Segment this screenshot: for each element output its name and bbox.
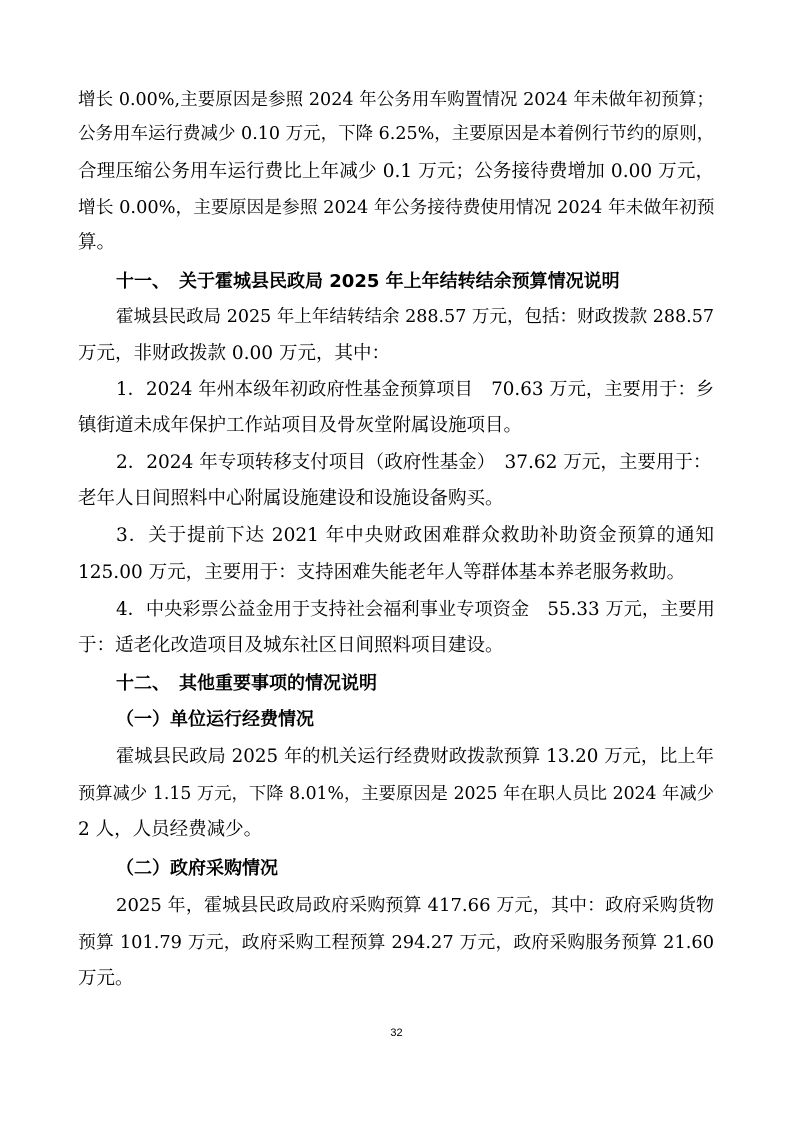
text-line: 万元。 xyxy=(78,968,134,989)
text-line: 125.00 万元，主要用于：支持困难失能老年人等群体基本养老服务救助。 xyxy=(78,562,686,583)
page-number: 32 xyxy=(390,1027,403,1039)
text-line: 霍城县民政局 2025 年的机关运行经费财政拨款预算 13.20 万元，比上年 xyxy=(116,746,714,767)
text-line: 霍城县民政局 2025 年上年结转结余 288.57 万元，包括：财政拨款 288.57 xyxy=(116,307,714,327)
text-line: 增长 0.00%，主要原因是参照 2024 年公务接待费使用情况 2024 年未做年初预 xyxy=(78,198,715,218)
text-line: 镇街道未成年保护工作站项目及骨灰堂附属设施项目。 xyxy=(78,415,523,436)
text-line: 于：适老化改造项目及城东社区日间照料项目建设。 xyxy=(78,635,504,656)
text-line: 合理压缩公务用车运行费比上年减少 0.1 万元；公务接待费增加 0.00 万元， xyxy=(78,161,714,182)
text-line: 2025 年，霍城县民政局政府采购预算 417.66 万元，其中：政府采购货物 xyxy=(116,895,714,916)
text-line: 预算 101.79 万元，政府采购工程预算 294.27 万元，政府采购服务预算 21.60 xyxy=(78,933,714,953)
text-line: 万元，非财政拨款 0.00 万元，其中： xyxy=(78,343,390,364)
list-item: 2．2024 年专项转移支付项目（政府性基金） 37.62 万元，主要用于： xyxy=(116,452,712,473)
list-item: 4．中央彩票公益金用于支持社会福利事业专项资金 55.33 万元，主要用 xyxy=(116,599,715,620)
text-line: 老年人日间照料中心附属设施建设和设施设备购买。 xyxy=(78,488,504,509)
text-line: 预算减少 1.15 万元，下降 8.01%，主要原因是 2025 年在职人员比 2024 年减少 xyxy=(78,784,714,804)
text-line: 2 人，人员经费减少。 xyxy=(78,819,263,840)
section-heading: 十二、 其他重要事项的情况说明 xyxy=(116,673,377,694)
subsection-heading: （二）政府采购情况 xyxy=(116,858,278,879)
text-line: 算。 xyxy=(78,232,116,253)
list-item: 1．2024 年州本级年初政府性基金预算项目 70.63 万元，主要用于：乡 xyxy=(116,379,714,400)
list-item: 3．关于提前下达 2021 年中央财政困难群众救助补助资金预算的通知 xyxy=(116,525,714,546)
text-line: 增长 0.00%,主要原因是参照 2024 年公务用车购置情况 2024 年未做年初预算； xyxy=(78,90,714,110)
section-heading: 十一、 关于霍城县民政局 2025 年上年结转结余预算情况说明 xyxy=(116,271,620,292)
text-line: 公务用车运行费减少 0.10 万元，下降 6.25%，主要原因是本着例行节约的原则， xyxy=(78,124,715,144)
subsection-heading: （一）单位运行经费情况 xyxy=(116,709,314,730)
